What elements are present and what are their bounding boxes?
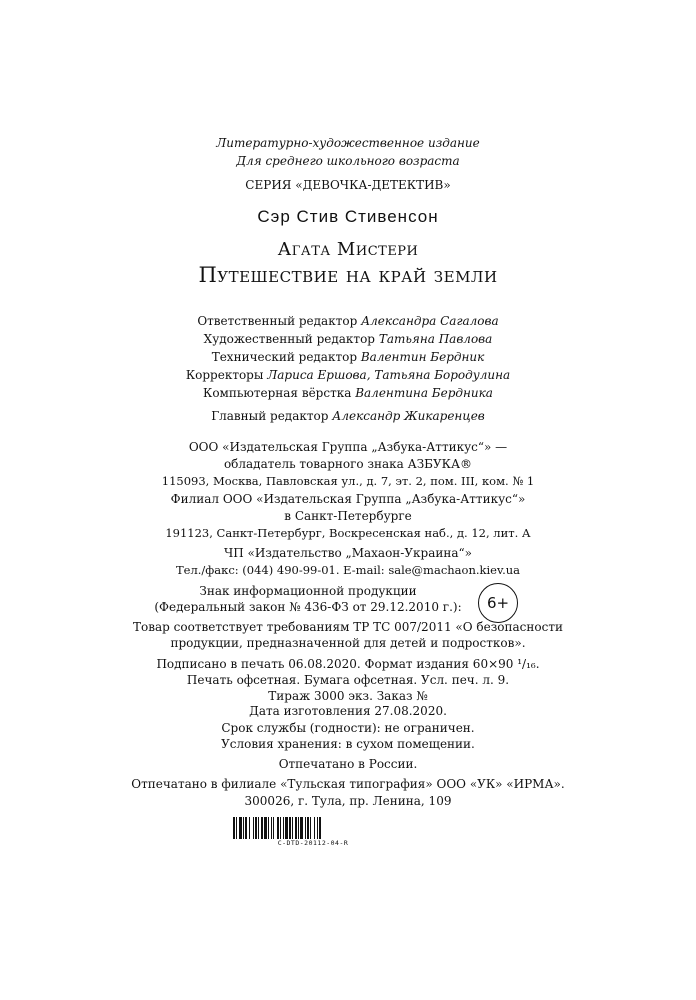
barcode-bar — [283, 817, 284, 839]
compliance-line: продукции, предназначенной для детей и подростков». — [170, 636, 526, 650]
contacts: Тел./факс: (044) 490-99-01. E-mail: sale@machaon.kiev.ua — [175, 563, 521, 577]
barcode-bar — [295, 817, 297, 839]
credit-line: Компьютерная вёрстка Валентина Бердника — [203, 386, 493, 400]
publisher-line: ООО «Издательская Группа „Азбука-Аттикус“» — — [188, 440, 508, 454]
barcode-bar — [314, 817, 315, 839]
production-date: Дата изготовления 27.08.2020. — [249, 704, 447, 718]
barcode-bar — [258, 817, 259, 839]
barcode-bar — [289, 817, 291, 839]
ukraine-publisher: ЧП «Издательство „Махаон-Украина“» — [224, 546, 472, 560]
credit-line: Ответственный редактор Александра Сагалова — [197, 314, 499, 328]
info-mark-label: Знак информационной продукции — [199, 584, 417, 598]
credit-line: Технический редактор Валентин Бердник — [211, 350, 485, 364]
publisher-trademark: обладатель товарного знака АЗБУКА® — [223, 457, 473, 471]
barcode-bar — [319, 817, 321, 839]
barcode-caption: С-DTD-20112-04-R — [277, 839, 349, 847]
barcode-bar — [243, 817, 244, 839]
chief-editor: Главный редактор Александр Жикаренцев — [211, 409, 485, 423]
barcode-bar — [236, 817, 237, 839]
barcode-bar — [310, 817, 311, 839]
barcode-bar — [280, 817, 281, 839]
barcode-bar — [261, 817, 263, 839]
barcode-bar — [271, 817, 272, 839]
signed-info: Подписано в печать 06.08.2020. Формат издания 60×90 ¹/₁₆. — [156, 657, 540, 671]
barcode-bar — [245, 817, 247, 839]
edition-type: Литературно-художественное издание — [216, 136, 480, 150]
barcode-bar — [298, 817, 299, 839]
barcode-bar — [233, 817, 235, 839]
storage-conditions: Условия хранения: в сухом помещении. — [221, 737, 475, 751]
paper-info: Печать офсетная. Бумага офсетная. Усл. печ. л. 9. — [186, 673, 510, 687]
barcode-bar — [253, 817, 254, 839]
series-name: Агата Мистери — [277, 239, 419, 260]
printer-address: 300026, г. Тула, пр. Ленина, 109 — [244, 794, 452, 808]
info-mark-law: (Федеральный закон № 436-ФЗ от 29.12.2010 г.): — [154, 600, 462, 614]
printed-in: Отпечатано в России. — [278, 757, 418, 771]
branch-address: 191123, Санкт-Петербург, Воскресенская наб., д. 12, лит. А — [165, 526, 531, 540]
barcode-bar — [255, 817, 257, 839]
barcode — [233, 817, 393, 839]
age-rating-badge: 6+ — [478, 583, 518, 623]
author: Сэр Стив Стивенсон — [257, 207, 439, 226]
barcode-bar — [317, 817, 318, 839]
credit-line: Художественный редактор Татьяна Павлова — [203, 332, 493, 346]
credit-line: Корректоры Лариса Ершова, Татьяна Бородулина — [185, 368, 511, 382]
book-title: Путешествие на край земли — [198, 263, 498, 287]
barcode-bar — [277, 817, 279, 839]
barcode-bar — [292, 817, 293, 839]
barcode-bar — [307, 817, 309, 839]
publisher-address: 115093, Москва, Павловская ул., д. 7, эт. 2, пом. III, ком. № 1 — [161, 474, 535, 488]
barcode-bar — [305, 817, 306, 839]
printer-name: Отпечатано в филиале «Тульская типография» ООО «УК» «ИРМА». — [131, 777, 565, 791]
run-info: Тираж 3000 экз. Заказ № — [268, 689, 428, 703]
barcode-bar — [239, 817, 242, 839]
barcode-bar — [249, 817, 250, 839]
branch-line: Филиал ООО «Издательская Группа „Азбука-Аттикус“» — [170, 492, 526, 506]
series-label: СЕРИЯ «ДЕВОЧКА-ДЕТЕКТИВ» — [245, 178, 451, 192]
compliance-line: Товар соответствует требованиям ТР ТС 007/2011 «О безопасности — [133, 620, 563, 634]
barcode-bar — [285, 817, 288, 839]
barcode-bar — [268, 817, 269, 839]
barcode-bar — [264, 817, 267, 839]
shelf-life: Срок службы (годности): не ограничен. — [221, 721, 475, 735]
barcode-bar — [300, 817, 303, 839]
barcode-bar — [273, 817, 274, 839]
branch-city: в Санкт-Петербурге — [284, 509, 412, 523]
audience: Для среднего школьного возраста — [236, 154, 460, 168]
